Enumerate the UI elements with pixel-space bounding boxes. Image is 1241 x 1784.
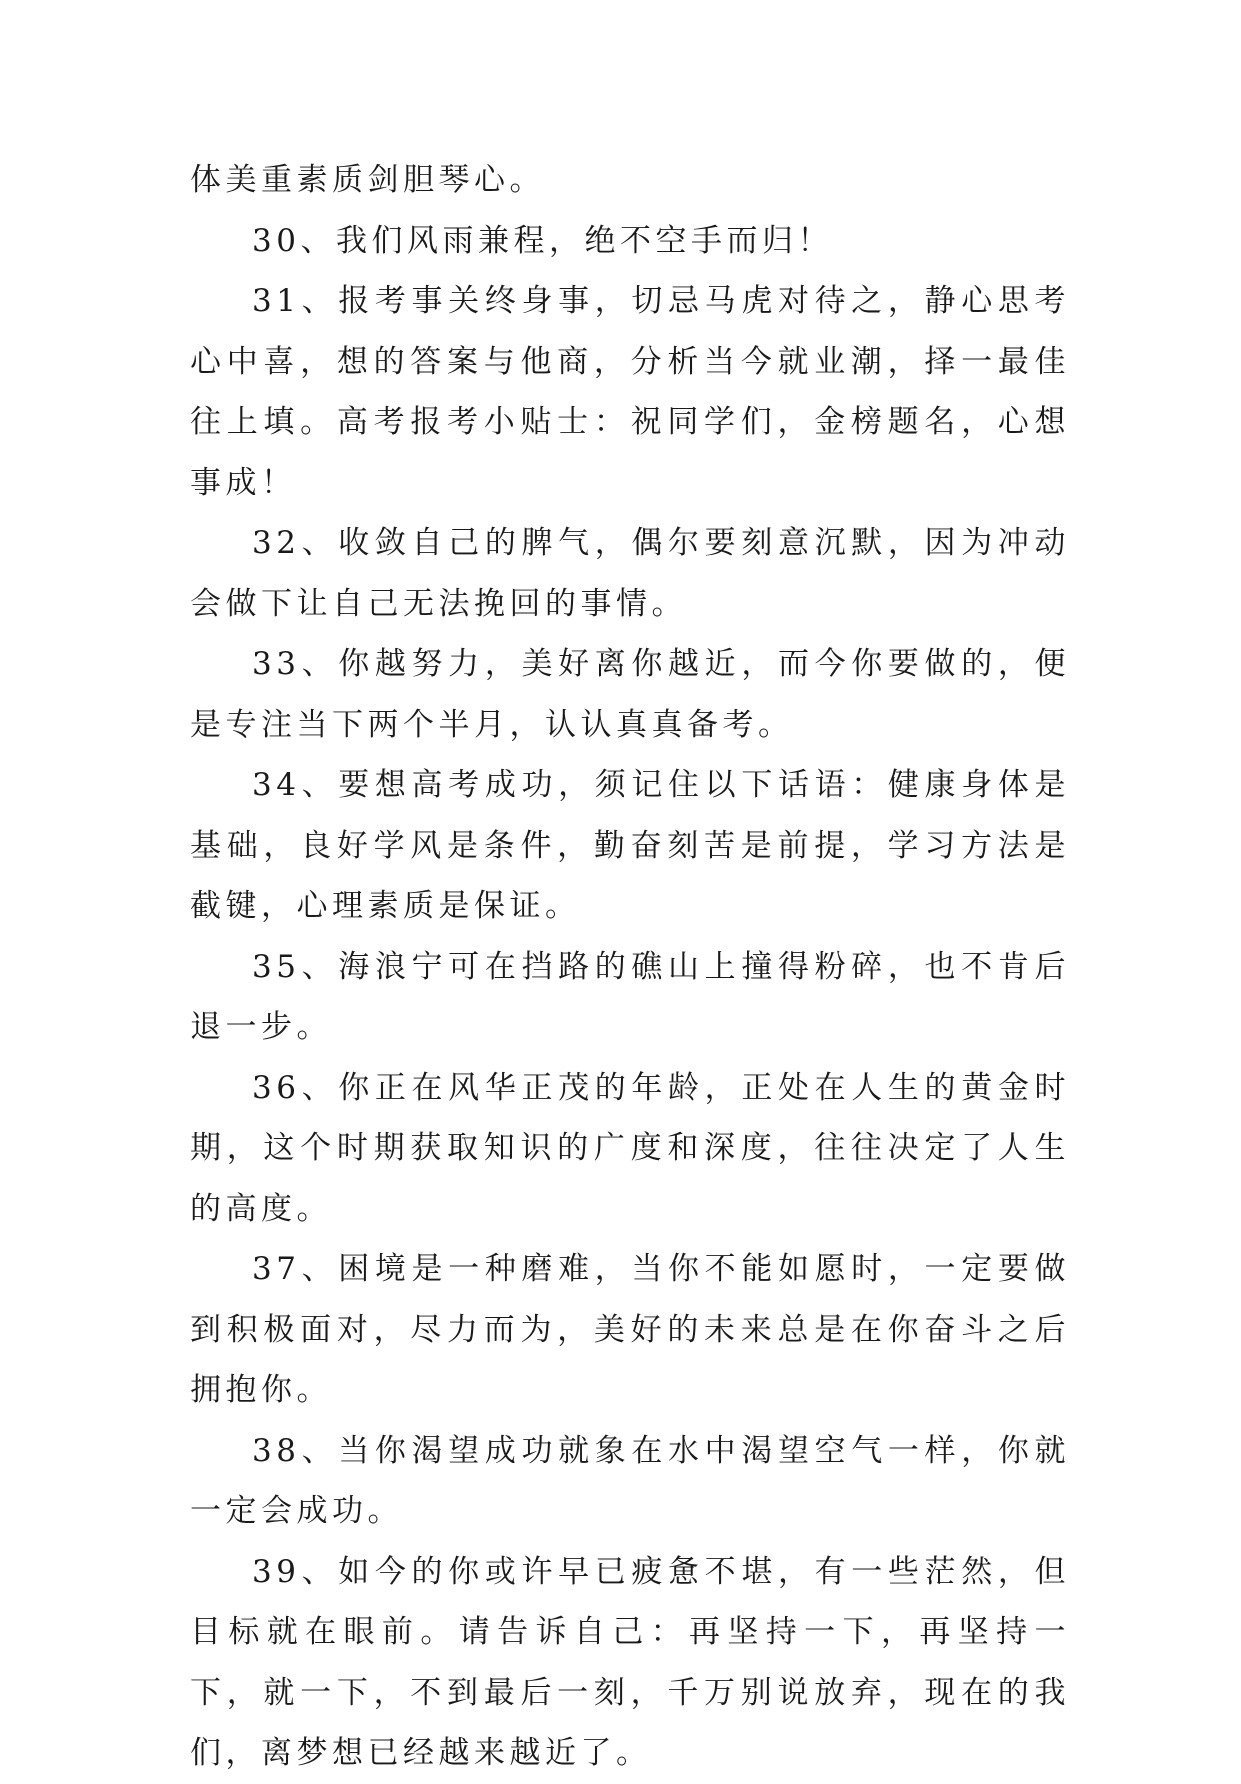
- paragraph-31: 31、报考事关终身事，切忌马虎对待之，静心思考心中喜，想的答案与他商，分析当今就业潮，择一最佳往上填。高考报考小贴士：祝同学们，金榜题名，心想事成！: [190, 283, 1070, 501]
- paragraph-33: 33、你越努力，美好离你越近，而今你要做的，便是专注当下两个半月，认认真真备考。: [190, 646, 1070, 743]
- paragraph-37: 37、困境是一种磨难，当你不能如愿时，一定要做到积极面对，尽力而为，美好的未来总是在你奋斗之后拥抱你。: [190, 1251, 1070, 1408]
- paragraph-continued: 体美重素质剑胆琴心。: [190, 162, 545, 198]
- paragraph-30: 30、我们风雨兼程，绝不空手而归！: [252, 222, 833, 259]
- paragraph-39: 39、如今的你或许早已疲惫不堪，有一些茫然，但目标就在眼前。请告诉自己：再坚持一下，再坚持一下，就一下，不到最后一刻，千万别说放弃，现在的我们，离梦想已经越来越近了。: [190, 1553, 1070, 1771]
- document-body: [190, 150, 1070, 1784]
- paragraph-38: 38、当你渴望成功就象在水中渴望空气一样，你就一定会成功。: [190, 1432, 1070, 1529]
- paragraph-36: 36、你正在风华正茂的年龄，正处在人生的黄金时期，这个时期获取知识的广度和深度，往往决定了人生的高度。: [190, 1069, 1070, 1227]
- paragraph-32: 32、收敛自己的脾气，偶尔要刻意沉默，因为冲动会做下让自己无法挽回的事情。: [190, 525, 1070, 622]
- paragraph-35: 35、海浪宁可在挡路的礁山上撞得粉碎，也不肯后退一步。: [190, 948, 1070, 1045]
- paragraph-34: 34、要想高考成功，须记住以下话语：健康身体是基础，良好学风是条件，勤奋刻苦是前提，学习方法是截键，心理素质是保证。: [190, 767, 1070, 924]
